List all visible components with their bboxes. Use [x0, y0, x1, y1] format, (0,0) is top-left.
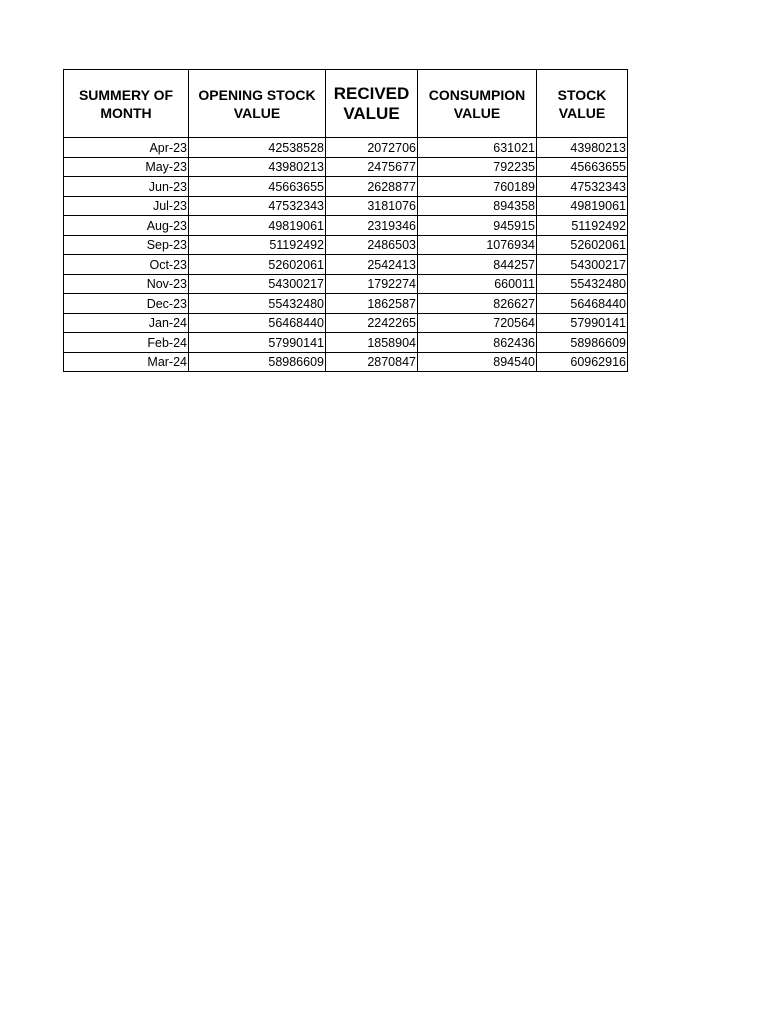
stock-value-cell — [537, 294, 628, 314]
opening-stock-cell-text: 45663655 — [268, 179, 324, 194]
recived-value-cell — [326, 352, 418, 372]
opening-stock-cell — [189, 333, 326, 353]
opening-stock-cell — [189, 313, 326, 333]
recived-value-cell — [326, 235, 418, 255]
consumpion-value-cell-text: 720564 — [493, 316, 535, 330]
table-row — [64, 177, 628, 197]
stock-value-cell — [537, 196, 628, 216]
header-consumpion-value: CONSUMPION VALUE — [418, 70, 537, 138]
stock-summary-table — [63, 69, 628, 372]
table-row — [64, 313, 628, 333]
month-cell — [64, 333, 189, 353]
table-row — [64, 235, 628, 255]
month-cell — [64, 138, 189, 158]
month-cell-text: Mar-24 — [147, 355, 187, 369]
consumpion-value-cell — [418, 313, 537, 333]
table-row — [64, 216, 628, 236]
table-row — [64, 157, 628, 177]
opening-stock-cell — [189, 216, 326, 236]
recived-value-cell — [326, 274, 418, 294]
month-cell-text: Nov-23 — [146, 277, 187, 291]
recived-value-cell — [326, 157, 418, 177]
month-cell — [64, 235, 189, 255]
consumpion-value-cell — [418, 216, 537, 236]
opening-stock-cell-text: 47532343 — [268, 199, 324, 213]
recived-value-cell — [326, 196, 418, 216]
table-row — [64, 138, 628, 158]
consumpion-value-cell-text: 660011 — [494, 277, 535, 291]
opening-stock-cell-text: 43980213 — [268, 160, 324, 174]
opening-stock-cell-text: 56468440 — [268, 316, 324, 330]
month-cell — [64, 352, 189, 372]
table-header-row — [64, 70, 628, 138]
month-cell-text: Apr-23 — [149, 140, 187, 155]
recived-value-cell — [326, 333, 418, 353]
stock-value-cell-text: 55432480 — [570, 277, 626, 291]
stock-value-cell — [537, 177, 628, 197]
consumpion-value-cell — [418, 352, 537, 372]
consumpion-value-cell-text: 862436 — [493, 335, 535, 350]
recived-value-cell-text: 1858904 — [367, 335, 416, 350]
opening-stock-cell-text: 51192492 — [269, 238, 324, 252]
recived-value-cell-text: 2542413 — [367, 257, 416, 272]
consumpion-value-cell — [418, 138, 537, 158]
stock-value-cell-text: 60962916 — [570, 355, 626, 369]
header-opening-stock-value: OPENING STOCK VALUE — [189, 70, 326, 138]
opening-stock-cell-text: 55432480 — [268, 296, 324, 311]
stock-value-cell — [537, 274, 628, 294]
recived-value-cell-text: 1792274 — [367, 277, 416, 291]
stock-value-cell-text: 45663655 — [570, 160, 626, 174]
table-row — [64, 255, 628, 275]
recived-value-cell — [326, 313, 418, 333]
recived-value-cell-text: 1862587 — [367, 296, 416, 311]
header-recived-value: RECIVED VALUE — [326, 70, 418, 138]
recived-value-cell — [326, 255, 418, 275]
consumpion-value-cell — [418, 177, 537, 197]
consumpion-value-cell-text: 1076934 — [486, 238, 535, 252]
month-cell-text: May-23 — [145, 160, 187, 174]
month-cell — [64, 177, 189, 197]
opening-stock-cell — [189, 196, 326, 216]
consumpion-value-cell-text: 894358 — [493, 199, 535, 213]
month-cell-text: Oct-23 — [149, 257, 187, 272]
recived-value-cell — [326, 138, 418, 158]
stock-value-cell — [537, 352, 628, 372]
opening-stock-cell-text: 57990141 — [268, 335, 324, 350]
table-row — [64, 352, 628, 372]
month-cell-text: Sep-23 — [146, 238, 187, 252]
consumpion-value-cell-text: 760189 — [493, 179, 535, 194]
consumpion-value-cell — [418, 333, 537, 353]
opening-stock-cell-text: 52602061 — [268, 257, 324, 272]
stock-value-cell — [537, 216, 628, 236]
header-stock-value: STOCK VALUE — [537, 70, 628, 138]
opening-stock-cell — [189, 352, 326, 372]
stock-value-cell-text: 56468440 — [570, 296, 626, 311]
opening-stock-cell-text: 42538528 — [268, 140, 324, 155]
opening-stock-cell — [189, 274, 326, 294]
stock-value-cell-text: 54300217 — [570, 257, 626, 272]
opening-stock-cell-text: 54300217 — [268, 277, 324, 291]
recived-value-cell — [326, 294, 418, 314]
opening-stock-cell — [189, 294, 326, 314]
consumpion-value-cell-text: 631021 — [493, 140, 535, 155]
recived-value-cell-text: 2319346 — [367, 218, 416, 233]
stock-value-cell-text: 51192492 — [571, 218, 626, 233]
consumpion-value-cell — [418, 294, 537, 314]
consumpion-value-cell — [418, 255, 537, 275]
month-cell — [64, 294, 189, 314]
consumpion-value-cell — [418, 274, 537, 294]
consumpion-value-cell-text: 844257 — [493, 257, 535, 272]
stock-value-cell — [537, 157, 628, 177]
consumpion-value-cell-text: 894540 — [493, 355, 535, 369]
table-body — [64, 138, 628, 372]
recived-value-cell-text: 2475677 — [367, 160, 416, 174]
stock-value-cell-text: 43980213 — [570, 140, 626, 155]
month-cell — [64, 157, 189, 177]
opening-stock-cell-text: 49819061 — [268, 218, 324, 233]
recived-value-cell-text: 2870847 — [367, 355, 416, 369]
stock-value-cell-text: 58986609 — [570, 335, 626, 350]
spreadsheet-sheet — [63, 69, 627, 372]
month-cell — [64, 274, 189, 294]
consumpion-value-cell — [418, 196, 537, 216]
recived-value-cell-text: 2628877 — [367, 179, 416, 194]
stock-value-cell-text: 47532343 — [570, 179, 626, 194]
month-cell — [64, 313, 189, 333]
stock-value-cell — [537, 235, 628, 255]
consumpion-value-cell — [418, 235, 537, 255]
stock-value-cell — [537, 333, 628, 353]
recived-value-cell — [326, 177, 418, 197]
month-cell-text: Jan-24 — [148, 316, 187, 330]
opening-stock-cell — [189, 177, 326, 197]
consumpion-value-cell-text: 945915 — [493, 218, 535, 233]
opening-stock-cell — [189, 255, 326, 275]
header-summery-of-month: SUMMERY OF MONTH — [64, 70, 189, 138]
stock-value-cell-text: 49819061 — [570, 199, 626, 213]
month-cell-text: Jun-23 — [148, 179, 187, 194]
stock-value-cell — [537, 255, 628, 275]
month-cell — [64, 216, 189, 236]
stock-value-cell — [537, 313, 628, 333]
month-cell-text: Feb-24 — [147, 335, 187, 350]
table-row — [64, 333, 628, 353]
recived-value-cell-text: 2486503 — [367, 238, 416, 252]
opening-stock-cell — [189, 157, 326, 177]
table-row — [64, 274, 628, 294]
month-cell-text: Aug-23 — [146, 218, 187, 233]
month-cell-text: Dec-23 — [146, 296, 187, 311]
recived-value-cell — [326, 216, 418, 236]
consumpion-value-cell-text: 826627 — [493, 296, 535, 311]
opening-stock-cell-text: 58986609 — [268, 355, 324, 369]
consumpion-value-cell-text: 792235 — [493, 160, 535, 174]
table-row — [64, 196, 628, 216]
stock-value-cell-text: 52602061 — [570, 238, 626, 252]
recived-value-cell-text: 2242265 — [367, 316, 416, 330]
stock-value-cell — [537, 138, 628, 158]
recived-value-cell-text: 2072706 — [367, 140, 416, 155]
stock-value-cell-text: 57990141 — [570, 316, 626, 330]
month-cell — [64, 255, 189, 275]
table-row — [64, 294, 628, 314]
month-cell-text: Jul-23 — [152, 199, 187, 213]
opening-stock-cell — [189, 138, 326, 158]
consumpion-value-cell — [418, 157, 537, 177]
month-cell — [64, 196, 189, 216]
recived-value-cell-text: 3181076 — [367, 199, 416, 213]
opening-stock-cell — [189, 235, 326, 255]
